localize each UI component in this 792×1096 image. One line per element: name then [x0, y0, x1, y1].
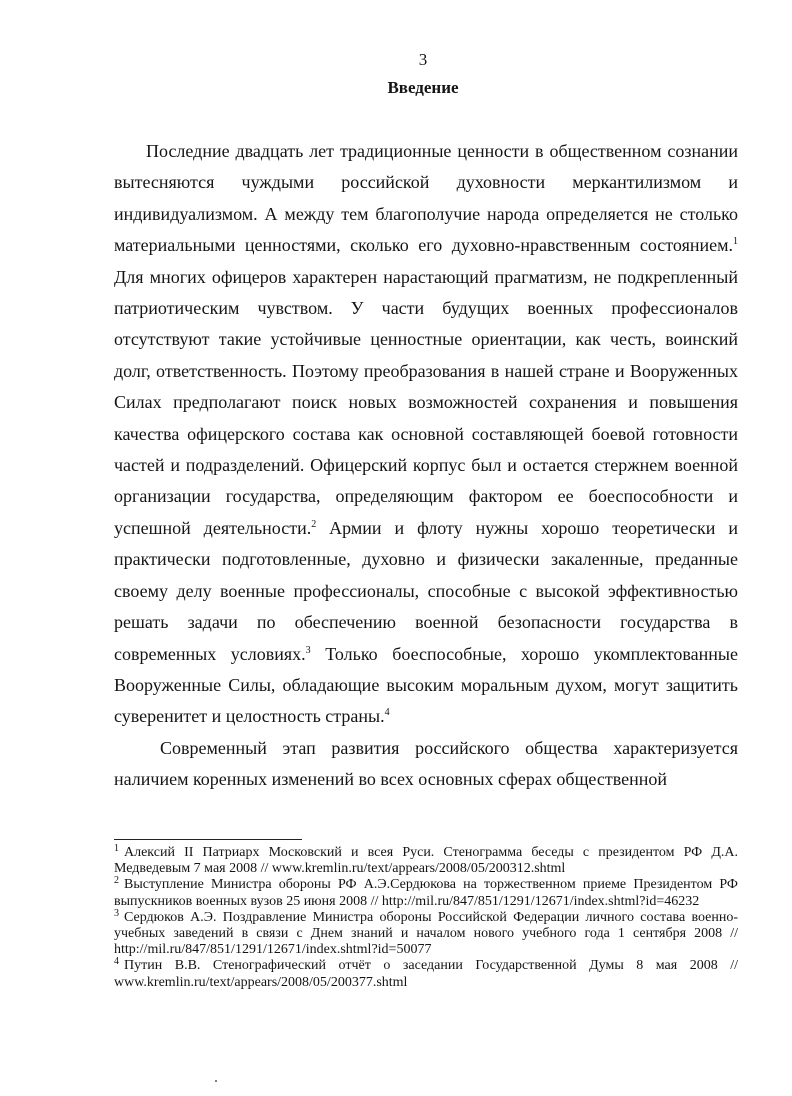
paragraph-1-part-a: Последние двадцать лет традиционные ценности в общественном сознании вытесняются чуждыми российской духовности меркантилизмом и индивидуализмом. А между тем благополучие народа определяется не столько материальными ценностями, сколько его духовно-нравственным состоянием. — [114, 141, 738, 256]
footnote-1 — [114, 845, 738, 877]
footnote-2 — [114, 877, 738, 909]
footnote-2-mark: 2 — [114, 875, 119, 887]
footnote-ref-2: 2 — [311, 518, 317, 530]
paragraph-2: Современный этап развития российского общества характеризуется наличием коренных изменений во всех основных сферах общественной — [114, 737, 738, 790]
footnote-2-text: Выступление Министра обороны РФ А.Э.Сердюкова на торжественном приеме Президентом РФ выпускников военных вузов 25 июня 2008 // http://mil.ru/847/851/1291/12671/index.shtml?id=46232 — [114, 877, 738, 909]
footnote-4-text: Путин В.В. Стенографический отчёт о заседании Государственной Думы 8 мая 2008 // www.kremlin.ru/text/appears/2008/05/200377.shtml — [114, 958, 738, 990]
page-title: Введение — [387, 78, 459, 97]
page-number: 3 — [418, 50, 428, 69]
footnote-ref-4: 4 — [384, 707, 390, 719]
scan-speck — [215, 1080, 217, 1082]
paragraph-1-part-c: Армии и флоту нужны хорошо теоретически и практически подготовленные, духовно и физически закаленные, преданные своему делу военные профессионалы, способные с высокой эффективностью решать задачи по обеспечению военной безопасности государства в современных условиях. — [114, 517, 739, 664]
footnote-4 — [114, 958, 738, 990]
footnote-3-mark: 3 — [114, 907, 119, 919]
paragraph-1-part-b: Для многих офицеров характерен нарастающий прагматизм, не подкрепленный патриотическим чувством. У части будущих военных профессионалов отсутствуют такие устойчивые ценностные ориентации, как честь, воинский долг, ответственность. Поэтому преобразования в нашей стране и Вооруженных Силах предполагают поиск новых возможностей сохранения и повышения качества офицерского состава как основной составляющей боевой готовности частей и подразделений. Офицерский корпус был и остается стержнем военной организации государства, определяющим фактором ее боеспособности и успешной деятельности. — [114, 266, 738, 538]
paragraph-1-part-d: Только боеспособные, хорошо укомплектованные Вооруженные Силы, обладающие высоким моральным духом, могут защитить суверенитет и целостность страны. — [114, 643, 738, 727]
footnote-divider — [114, 839, 302, 840]
footnote-ref-1: 1 — [733, 236, 738, 248]
main-text — [114, 136, 738, 796]
footnotes — [114, 845, 738, 991]
paragraph-1 — [114, 136, 738, 733]
footnote-3-text: Сердюков А.Э. Поздравление Министра обороны Российской Федерации личного состава военно-учебных заведений в связи с Днем знаний и началом нового учебного года 1 сентября 2008 // http://mil.ru/847/851/1291/12671/index.shtml?id=50077 — [114, 909, 738, 958]
footnote-4-mark: 4 — [114, 956, 119, 968]
footnote-1-text: Алексий II Патриарх Московский и всея Руси. Стенограмма беседы с президентом РФ Д.А. Медведевым 7 мая 2008 // www.kremlin.ru/text/appears/2008/05/200312.shtml — [114, 845, 738, 877]
footnote-3 — [114, 907, 738, 959]
footnote-1-mark: 1 — [114, 843, 119, 854]
footnote-ref-3: 3 — [305, 644, 311, 656]
